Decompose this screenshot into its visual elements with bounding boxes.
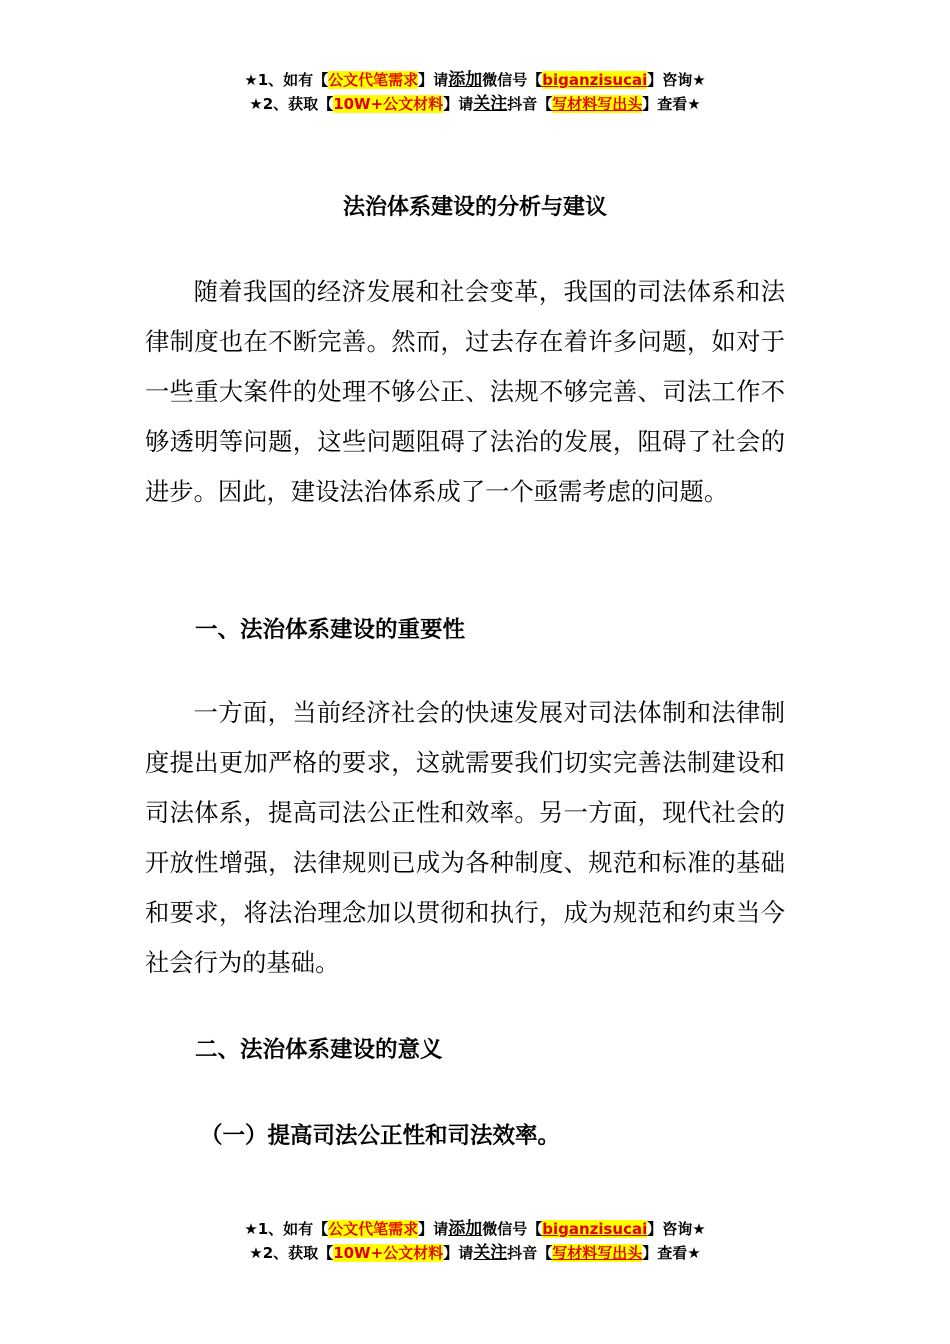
section-heading-1: 一、法治体系建设的重要性 [195, 617, 466, 643]
banner-text: 】查看★ [642, 95, 701, 113]
banner-text: 】咨询★ [647, 71, 706, 89]
banner-text: 微信号【 [482, 71, 543, 89]
banner-highlight: 公文代笔需求 [328, 1220, 419, 1238]
banner-text: ★2、获取【 [249, 95, 334, 113]
banner-emphasis: 关注 [473, 94, 508, 114]
wechat-id: biganzisucai [542, 1220, 648, 1238]
banner-highlight: 公文代笔需求 [328, 71, 419, 89]
banner-emphasis: 关注 [473, 1243, 508, 1263]
paragraph-intro: 随着我国的经济发展和社会变革，我国的司法体系和法律制度也在不断完善。然而，过去存在着许多问题，如对于一些重大案件的处理不够公正、法规不够完善、司法工作不够透明等问题，这些问题阻碍了法治的发展，阻碍了社会的进步。因此，建设法治体系成了一个亟需考虑的问题。 [145, 277, 785, 506]
paragraph-importance: 一方面，当前经济社会的快速发展对司法体制和法律制度提出更加严格的要求，这就需要我们切实完善法制建设和司法体系，提高司法公正性和效率。另一方面，现代社会的开放性增强，法律规则已成为各种制度、规范和标准的基础和要求，将法治理念加以贯彻和执行，成为规范和约束当今社会行为的基础。 [145, 698, 785, 977]
banner-text: ★1、如有【 [244, 1220, 329, 1238]
banner-text: ★2、获取【 [249, 1244, 334, 1262]
wechat-id: biganzisucai [542, 71, 648, 89]
banner-highlight: 10W+公文材料 [333, 1244, 444, 1262]
banner-text: 】请 [443, 1244, 474, 1262]
header-banner [0, 68, 950, 116]
section-heading-2: 二、法治体系建设的意义 [195, 1037, 443, 1063]
banner-highlight: 10W+公文材料 [333, 95, 444, 113]
banner-text: 抖音【 [507, 95, 553, 113]
banner-line-2 [0, 1241, 950, 1265]
banner-text: 】查看★ [642, 1244, 701, 1262]
banner-emphasis: 添加 [448, 1219, 483, 1239]
banner-emphasis: 添加 [448, 70, 483, 90]
subsection-heading-1: （一）提高司法公正性和司法效率。 [200, 1123, 561, 1149]
banner-text: ★1、如有【 [244, 71, 329, 89]
douyin-id: 写材料写出头 [552, 1244, 643, 1262]
footer-banner [0, 1217, 950, 1265]
banner-line-1 [0, 68, 950, 92]
banner-text: 】咨询★ [647, 1220, 706, 1238]
banner-text: 】请 [418, 71, 449, 89]
banner-text: 】请 [443, 95, 474, 113]
banner-text: 微信号【 [482, 1220, 543, 1238]
douyin-id: 写材料写出头 [552, 95, 643, 113]
document-title: 法治体系建设的分析与建议 [342, 195, 607, 220]
banner-line-2 [0, 92, 950, 116]
banner-text: 抖音【 [507, 1244, 553, 1262]
banner-line-1 [0, 1217, 950, 1241]
banner-text: 】请 [418, 1220, 449, 1238]
